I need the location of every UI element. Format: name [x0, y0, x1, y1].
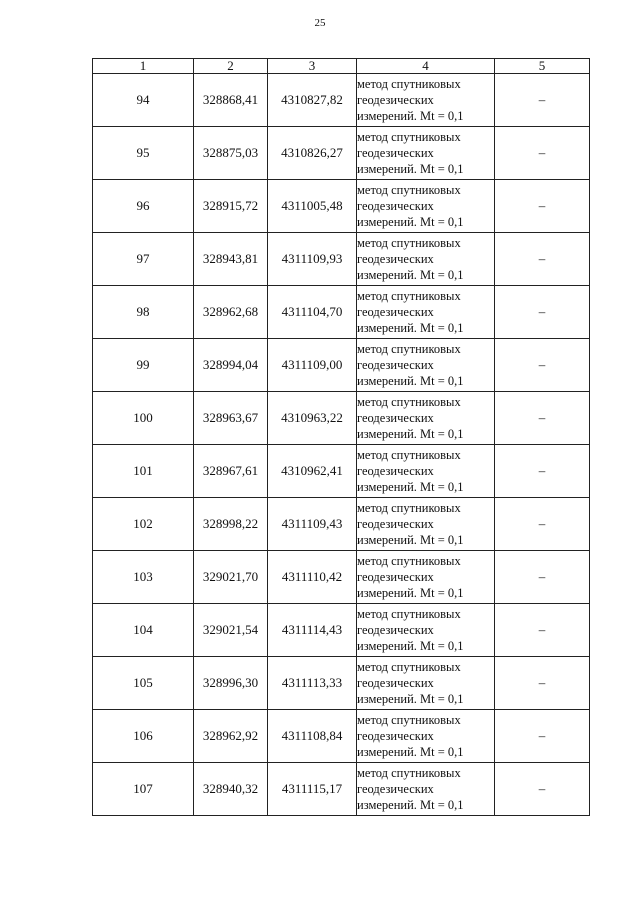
x-coordinate-cell: 329021,70 [194, 551, 268, 604]
y-coordinate-cell: 4311109,93 [268, 233, 357, 286]
y-coordinate-cell: 4311113,33 [268, 657, 357, 710]
method-cell [357, 74, 495, 127]
method-line: измерений. Mt = 0,1 [357, 533, 464, 547]
method-line: геодезических [357, 411, 434, 425]
note-cell: – [495, 180, 590, 233]
note-cell: – [495, 339, 590, 392]
x-coordinate-cell: 328994,04 [194, 339, 268, 392]
method-line: измерений. Mt = 0,1 [357, 215, 464, 229]
method-cell [357, 127, 495, 180]
y-coordinate-cell: 4311114,43 [268, 604, 357, 657]
column-header-1: 1 [93, 59, 194, 74]
method-line: метод спутниковых [357, 607, 461, 621]
method-cell [357, 604, 495, 657]
x-coordinate-cell: 328962,92 [194, 710, 268, 763]
method-line: геодезических [357, 782, 434, 796]
table-row [93, 233, 590, 286]
method-cell [357, 286, 495, 339]
method-cell [357, 339, 495, 392]
y-coordinate-cell: 4311115,17 [268, 763, 357, 816]
method-line: измерений. Mt = 0,1 [357, 162, 464, 176]
method-cell [357, 657, 495, 710]
table-row [93, 498, 590, 551]
table-row [93, 74, 590, 127]
method-line: метод спутниковых [357, 183, 461, 197]
x-coordinate-cell: 328943,81 [194, 233, 268, 286]
table-row [93, 445, 590, 498]
method-line: геодезических [357, 305, 434, 319]
header-row [93, 59, 590, 74]
y-coordinate-cell: 4310826,27 [268, 127, 357, 180]
note-cell: – [495, 392, 590, 445]
table-row [93, 710, 590, 763]
y-coordinate-cell: 4310827,82 [268, 74, 357, 127]
note-cell: – [495, 498, 590, 551]
y-coordinate-cell: 4310963,22 [268, 392, 357, 445]
point-number-cell: 96 [93, 180, 194, 233]
method-line: метод спутниковых [357, 554, 461, 568]
method-cell [357, 392, 495, 445]
method-line: метод спутниковых [357, 448, 461, 462]
method-line: метод спутниковых [357, 766, 461, 780]
method-line: измерений. Mt = 0,1 [357, 321, 464, 335]
method-line: метод спутниковых [357, 395, 461, 409]
table-row [93, 127, 590, 180]
method-line: геодезических [357, 199, 434, 213]
x-coordinate-cell: 328875,03 [194, 127, 268, 180]
note-cell: – [495, 657, 590, 710]
method-cell [357, 551, 495, 604]
x-coordinate-cell: 329021,54 [194, 604, 268, 657]
column-header-5: 5 [495, 59, 590, 74]
point-number-cell: 95 [93, 127, 194, 180]
method-cell [357, 763, 495, 816]
point-number-cell: 94 [93, 74, 194, 127]
x-coordinate-cell: 328996,30 [194, 657, 268, 710]
table-row [93, 604, 590, 657]
y-coordinate-cell: 4311104,70 [268, 286, 357, 339]
table-header [93, 59, 590, 74]
table-row [93, 763, 590, 816]
point-number-cell: 103 [93, 551, 194, 604]
method-line: геодезических [357, 464, 434, 478]
method-line: геодезических [357, 252, 434, 266]
method-line: геодезических [357, 676, 434, 690]
note-cell: – [495, 233, 590, 286]
note-cell: – [495, 710, 590, 763]
note-cell: – [495, 74, 590, 127]
method-cell [357, 498, 495, 551]
y-coordinate-cell: 4311108,84 [268, 710, 357, 763]
method-line: геодезических [357, 517, 434, 531]
note-cell: – [495, 127, 590, 180]
x-coordinate-cell: 328962,68 [194, 286, 268, 339]
method-line: измерений. Mt = 0,1 [357, 109, 464, 123]
method-line: геодезических [357, 358, 434, 372]
column-header-2: 2 [194, 59, 268, 74]
method-line: геодезических [357, 146, 434, 160]
y-coordinate-cell: 4311110,42 [268, 551, 357, 604]
x-coordinate-cell: 328868,41 [194, 74, 268, 127]
point-number-cell: 105 [93, 657, 194, 710]
y-coordinate-cell: 4310962,41 [268, 445, 357, 498]
method-line: метод спутниковых [357, 130, 461, 144]
point-number-cell: 97 [93, 233, 194, 286]
table-row [93, 339, 590, 392]
method-line: измерений. Mt = 0,1 [357, 586, 464, 600]
y-coordinate-cell: 4311005,48 [268, 180, 357, 233]
method-line: измерений. Mt = 0,1 [357, 268, 464, 282]
x-coordinate-cell: 328940,32 [194, 763, 268, 816]
method-line: геодезических [357, 570, 434, 584]
method-cell [357, 180, 495, 233]
method-line: измерений. Mt = 0,1 [357, 798, 464, 812]
note-cell: – [495, 286, 590, 339]
note-cell: – [495, 551, 590, 604]
method-cell [357, 710, 495, 763]
method-line: измерений. Mt = 0,1 [357, 427, 464, 441]
table-row [93, 180, 590, 233]
point-number-cell: 99 [93, 339, 194, 392]
method-cell [357, 233, 495, 286]
method-line: измерений. Mt = 0,1 [357, 745, 464, 759]
table-row [93, 392, 590, 445]
method-line: измерений. Mt = 0,1 [357, 639, 464, 653]
point-number-cell: 100 [93, 392, 194, 445]
note-cell: – [495, 763, 590, 816]
method-line: измерений. Mt = 0,1 [357, 374, 464, 388]
method-line: геодезических [357, 93, 434, 107]
method-line: метод спутниковых [357, 713, 461, 727]
method-line: метод спутниковых [357, 342, 461, 356]
x-coordinate-cell: 328967,61 [194, 445, 268, 498]
note-cell: – [495, 445, 590, 498]
y-coordinate-cell: 4311109,43 [268, 498, 357, 551]
method-line: геодезических [357, 623, 434, 637]
note-cell: – [495, 604, 590, 657]
method-cell [357, 445, 495, 498]
column-header-4: 4 [357, 59, 495, 74]
y-coordinate-cell: 4311109,00 [268, 339, 357, 392]
page-number: 25 [314, 17, 326, 29]
method-line: метод спутниковых [357, 289, 461, 303]
x-coordinate-cell: 328998,22 [194, 498, 268, 551]
point-number-cell: 107 [93, 763, 194, 816]
point-number-cell: 102 [93, 498, 194, 551]
table-body [93, 74, 590, 816]
x-coordinate-cell: 328963,67 [194, 392, 268, 445]
table-row [93, 551, 590, 604]
method-line: измерений. Mt = 0,1 [357, 692, 464, 706]
point-number-cell: 101 [93, 445, 194, 498]
method-line: метод спутниковых [357, 501, 461, 515]
method-line: измерений. Mt = 0,1 [357, 480, 464, 494]
table-row [93, 286, 590, 339]
method-line: метод спутниковых [357, 660, 461, 674]
method-line: метод спутниковых [357, 77, 461, 91]
x-coordinate-cell: 328915,72 [194, 180, 268, 233]
point-number-cell: 106 [93, 710, 194, 763]
method-line: метод спутниковых [357, 236, 461, 250]
point-number-cell: 104 [93, 604, 194, 657]
coordinates-table [92, 58, 590, 816]
point-number-cell: 98 [93, 286, 194, 339]
table-row [93, 657, 590, 710]
column-header-3: 3 [268, 59, 357, 74]
method-line: геодезических [357, 729, 434, 743]
